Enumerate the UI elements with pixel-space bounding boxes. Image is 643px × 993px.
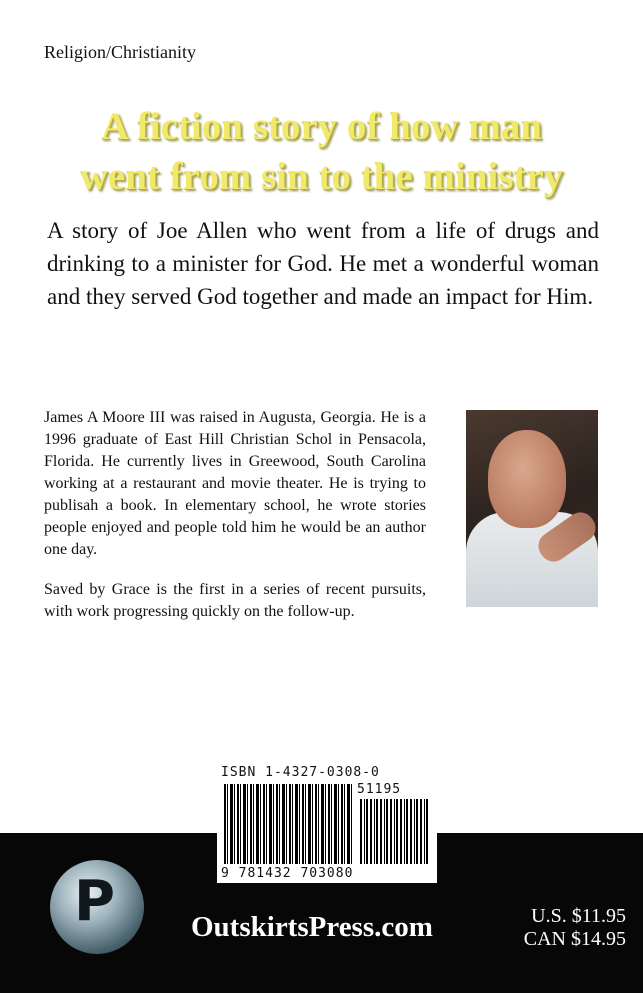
price-can: CAN $14.95	[523, 928, 626, 950]
addon-barcode	[360, 799, 428, 864]
author-photo	[466, 410, 598, 607]
barcode-panel	[217, 763, 437, 883]
author-bio-paragraph-1: James A Moore III was raised in Augusta, Georgia. He is a 1996 graduate of East Hill Christian Schol in Pensacola, Florida. He currently lives in Greewood, South Carolina working at a restaurant and movie theater. He is trying to publisah a book. In elementary school, he wrote stories people enjoyed and people told him he would be an author one day.	[44, 409, 426, 558]
isbn-text: ISBN 1-4327-0308-0	[221, 765, 380, 780]
price-us: U.S. $11.95	[531, 905, 626, 927]
price-addon-code: 51195	[357, 782, 402, 797]
book-blurb: A story of Joe Allen who went from a life of drugs and drinking to a minister for God. He met a wonderful woman and they served God together and made an impact for Him.	[47, 218, 599, 309]
ean-number: 9 781432 703080	[221, 866, 354, 881]
author-photo-face	[488, 430, 566, 528]
publisher-logo-letter: P	[74, 869, 116, 934]
headline-line-1: A fiction story of how man	[101, 105, 542, 148]
ean-barcode	[224, 784, 352, 864]
price-block	[524, 905, 626, 951]
category-label: Religion/Christianity	[44, 42, 196, 62]
author-bio-paragraph-2: Saved by Grace is the first in a series of recent pursuits, with work progressing quickly on the follow-up.	[44, 581, 426, 620]
headline-line-2: went from sin to the ministry	[79, 155, 564, 198]
author-bio	[44, 407, 426, 641]
publisher-website: OutskirtsPress.com	[191, 911, 433, 943]
publisher-logo-icon	[50, 860, 144, 954]
